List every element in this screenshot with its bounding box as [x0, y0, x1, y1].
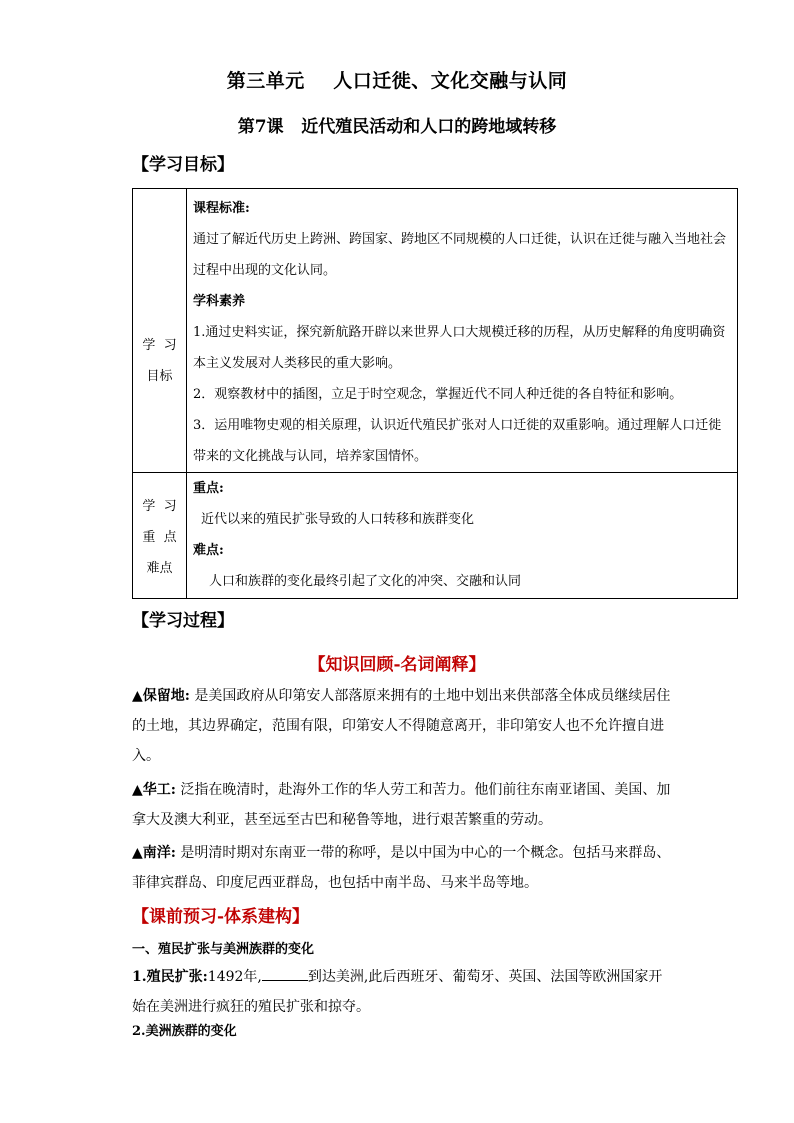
section-heading-goals: 【学习目标】: [132, 155, 234, 175]
keypoints-label-line1: 学 习: [142, 499, 177, 514]
term-definition: 是美国政府从印第安人部落原来拥有的土地中划出来供部落全体成员继续居住的土地，其边界确定，范围有限，印第安人不得随意离开，非印第安人也不允许擅自进入。: [132, 688, 671, 764]
learning-goals-table: [132, 188, 738, 599]
recall-title: 【知识回顾-名词阐释】: [308, 655, 486, 675]
part1-heading: 一、殖民扩张与美洲族群的变化: [132, 942, 315, 957]
item2-heading: 2.美洲族群的变化: [132, 1024, 237, 1039]
goals-label-cell: [133, 189, 187, 473]
difficulty-text: 人口和族群的变化最终引起了文化的冲突、交融和认同: [209, 574, 522, 589]
keypoints-label-line3: 难点: [146, 561, 173, 576]
literacy-item-2: 2．观察教材中的插图，立足于时空观念，掌握近代不同人种迁徙的各自特征和影响。: [193, 387, 683, 402]
curriculum-text: 通过了解近代历史上跨洲、跨国家、跨地区不同规模的人口迁徙，认识在迁徙与融入当地社会过程中出现的文化认同。: [193, 232, 727, 278]
term-label: ▲华工:: [132, 782, 176, 798]
literacy-item-1: 1.通过史料实证，探究新航路开辟以来世界人口大规模迁移的历程，从历史解释的角度明确资本主义发展对人类移民的重大影响。: [193, 325, 726, 371]
goals-label-line1: 学 习: [142, 337, 177, 353]
item1-text: 到达美洲,此后西班牙、葡萄牙、英国、法国等欧洲国家开始在美洲进行疯狂的殖民扩张和掠夺。: [132, 969, 663, 1015]
literacy-item-3: 3．运用唯物史观的相关原理，认识近代殖民扩张对人口迁徙的双重影响。通过理解人口迁徙带来的文化挑战与认同，培养家国情怀。: [193, 418, 722, 464]
item1-paragraph: [132, 962, 672, 1022]
item1-year: 1492年,: [207, 969, 262, 985]
preview-title: 【课前预习-体系建构】: [132, 907, 310, 927]
keypoints-label-cell: [133, 473, 187, 599]
item1-label: 1.殖民扩张:: [132, 969, 208, 985]
term-definition: 是明清时期对东南亚一带的称呼，是以中国为中心的一个概念。包括马来群岛、菲律宾群岛、印度尼西亚群岛，也包括中南半岛、马来半岛等地。: [132, 845, 671, 891]
section-heading-process: 【学习过程】: [132, 611, 234, 631]
literacy-heading: 学科素养: [193, 294, 246, 309]
goals-content-cell: [187, 189, 738, 473]
goals-label-line2: 目标: [146, 368, 173, 384]
key-text: 近代以来的殖民扩张导致的人口转移和族群变化: [201, 512, 475, 527]
key-heading: 重点:: [193, 481, 224, 496]
unit-title: 第三单元 人口迁徙、文化交融与认同: [226, 70, 568, 92]
keypoints-content-cell: [187, 473, 738, 599]
term-entry-nanyang: [132, 838, 672, 898]
difficulty-heading: 难点:: [193, 543, 224, 558]
term-definition: 泛指在晚清时，赴海外工作的华人劳工和苦力。他们前往东南亚诸国、美国、加拿大及澳大利亚，甚至远至古巴和秘鲁等地，进行艰苦繁重的劳动。: [132, 782, 671, 828]
keypoints-label-line2: 重 点: [142, 530, 177, 545]
curriculum-heading: 课程标准:: [193, 201, 250, 216]
fill-in-blank[interactable]: [262, 968, 308, 981]
lesson-title: 第7课 近代殖民活动和人口的跨地域转移: [237, 117, 557, 137]
term-label: ▲保留地:: [132, 688, 190, 704]
term-entry-chinese-laborers: [132, 775, 672, 835]
term-entry-reservation: [132, 681, 672, 771]
term-label: ▲南洋:: [132, 845, 176, 861]
